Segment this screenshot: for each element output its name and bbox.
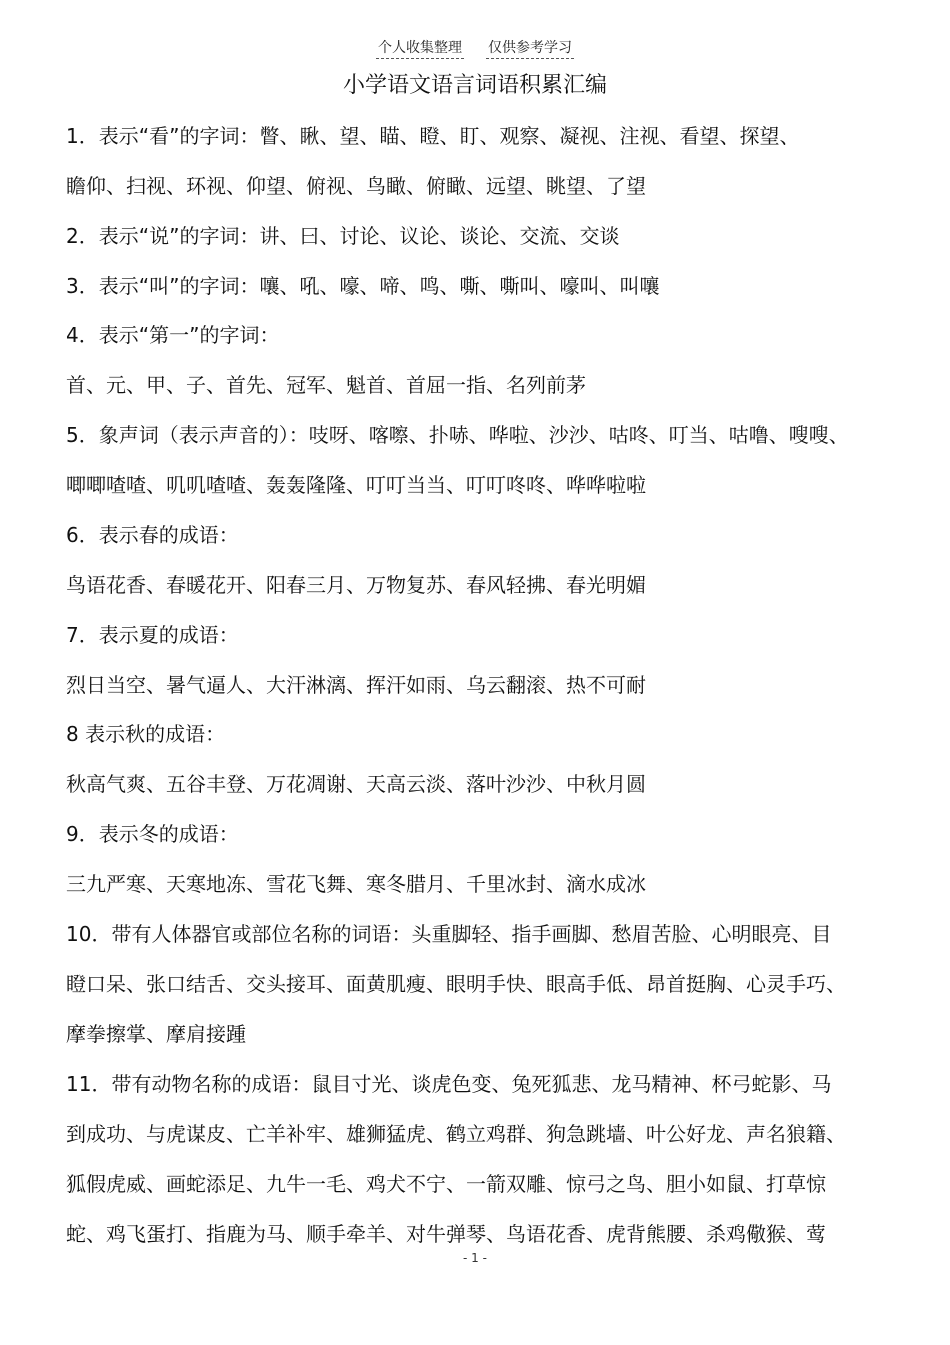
text-line: 摩拳擦掌、摩肩接踵 (66, 1022, 246, 1046)
header-note (0, 38, 950, 58)
text-line: 秋高气爽、五谷丰登、万花凋谢、天高云淡、落叶沙沙、中秋月圆 (66, 772, 646, 796)
header-note-right: 仅供参考学习 (486, 40, 574, 59)
text-line: 瞪口呆、张口结舌、交头接耳、面黄肌瘦、眼明手快、眼高手低、昂首挺胸、心灵手巧、 (66, 972, 846, 996)
page-number: - 1 - (463, 1251, 487, 1265)
text-line: 4．表示“第一”的字词： (66, 323, 280, 347)
document-title: 小学语文语言词语积累汇编 (342, 73, 607, 98)
text-line: 狐假虎威、画蛇添足、九牛一毛、鸡犬不宁、一箭双雕、惊弓之鸟、胆小如鼠、打草惊 (66, 1172, 826, 1196)
text-line: 5．象声词（表示声音的）：吱呀、喀嚓、扑哧、哗啦、沙沙、咕咚、叮当、咕噜、嗖嗖、 (66, 423, 849, 447)
text-line: 三九严寒、天寒地冻、雪花飞舞、寒冬腊月、千里冰封、滴水成冰 (66, 872, 646, 896)
text-line: 6．表示春的成语： (66, 523, 239, 547)
text-line: 1．表示“看”的字词：瞥、瞅、望、瞄、瞪、盯、观察、凝视、注视、看望、探望、 (66, 124, 800, 148)
text-line: 2．表示“说”的字词：讲、曰、讨论、议论、谈论、交流、交谈 (66, 224, 620, 248)
header-note-left: 个人收集整理 (376, 40, 464, 59)
text-line: 9．表示冬的成语： (66, 822, 239, 846)
text-line: 3．表示“叫”的字词：嚷、吼、嚎、啼、鸣、嘶、嘶叫、嚎叫、叫嚷 (66, 274, 660, 298)
text-line: 到成功、与虎谋皮、亡羊补牢、雄狮猛虎、鹤立鸡群、狗急跳墙、叶公好龙、声名狼籍、 (66, 1122, 846, 1146)
text-line: 7．表示夏的成语： (66, 623, 239, 647)
text-line: 首、元、甲、子、首先、冠军、魁首、首屈一指、名列前茅 (66, 373, 586, 397)
text-line: 瞻仰、扫视、环视、仰望、俯视、鸟瞰、俯瞰、远望、眺望、了望 (66, 174, 646, 198)
text-line: 8 表示秋的成语： (66, 722, 226, 746)
text-line: 烈日当空、暑气逼人、大汗淋漓、挥汗如雨、乌云翻滚、热不可耐 (66, 673, 646, 697)
text-line: 11．带有动物名称的成语：鼠目寸光、谈虎色变、兔死狐悲、龙马精神、杯弓蛇影、马 (66, 1072, 832, 1096)
text-line: 10．带有人体器官或部位名称的词语：头重脚轻、指手画脚、愁眉苦脸、心明眼亮、目 (66, 922, 832, 946)
text-line: 鸟语花香、春暖花开、阳春三月、万物复苏、春风轻拂、春光明媚 (66, 573, 646, 597)
text-line: 蛇、鸡飞蛋打、指鹿为马、顺手牵羊、对牛弹琴、鸟语花香、虎背熊腰、杀鸡儆猴、莺 (66, 1222, 826, 1246)
text-line: 唧唧喳喳、叽叽喳喳、轰轰隆隆、叮叮当当、叮叮咚咚、哗哗啦啦 (66, 473, 646, 497)
